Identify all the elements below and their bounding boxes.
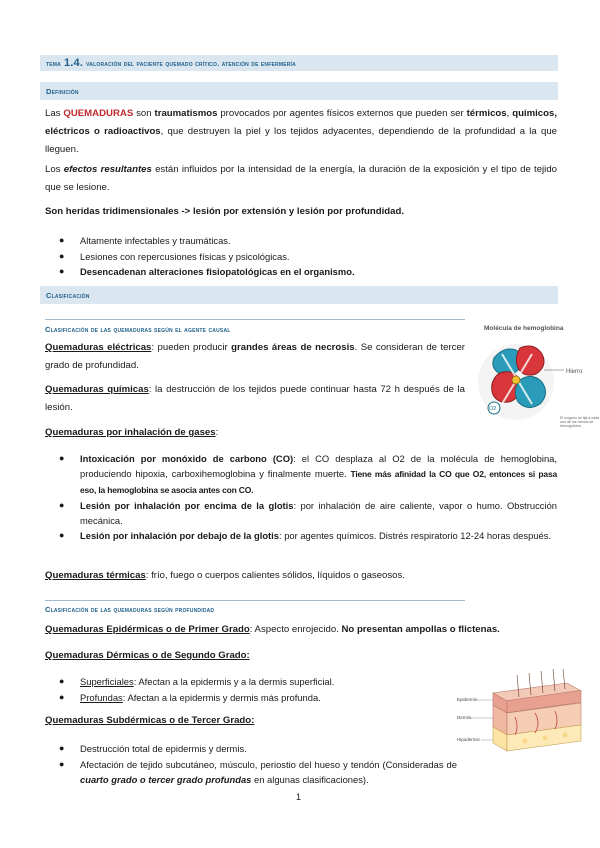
quimicas-title: Quemaduras químicas [45,384,149,395]
epidermicas-paragraph [45,621,557,639]
skin-layers-illustration [455,665,585,755]
text: están influidos por la intensidad de la energía, la duración de la exposición y el tipo de tejido que se lesione. [45,164,557,193]
quimicos-term: químicos, eléctricos o radioactivos [45,108,557,137]
bullet-icon: ● [59,500,65,510]
list-item [59,233,552,248]
text: : Afectan a la epidermis y dermis más profunda. [122,692,321,703]
skin-block [493,669,581,751]
quemaduras-term: QUEMADURAS [63,108,134,119]
bullet-icon: ● [59,530,65,540]
definicion-paragraph-3: Son heridas tridimensionales -> lesión por extensión y lesión por profundidad. [45,206,405,217]
text: Afectación de tejido subcutáneo, músculo, periostio del hueso y tendón (Consideradas de [80,759,457,770]
co-title: Intoxicación por monóxido de carbono (CO) [80,453,294,464]
list-item [59,528,557,543]
list-item [59,249,552,264]
text: : [215,427,219,438]
list-item [59,741,457,756]
subheading-agente-causal: Clasificación de las quemaduras según el agente causal [45,325,231,334]
ampollas-note: No presentan ampollas o flictenas. [341,624,500,635]
text: : frío, fuego o cuerpos calientes sólidos, líquidos o gaseosos. [145,570,405,581]
text: provocados por agentes físicos externos que pueden ser [217,108,467,119]
list-item [59,264,552,279]
text: : por agentes químicos. Distrés respiratorio 12-24 horas después. [278,530,551,541]
bullet-icon: ● [59,692,65,702]
traumatismos-term: traumatismos [154,108,218,119]
termicas-paragraph [45,567,557,585]
termicos-term: térmicos [466,108,507,119]
bullet-text: Desencadenan alteraciones fisiopatológicas en el organismo. [80,266,355,277]
electricas-title: Quemaduras eléctricas [45,342,152,353]
text: en algunas clasificaciones). [251,774,369,785]
divider [45,600,465,601]
bullet-icon: ● [59,453,65,463]
o2-label: O2 [489,406,497,412]
figure-title: Molécula de hemoglobina [484,325,564,332]
clasificacion-heading: Clasificación [46,290,90,300]
cuarto-grado-term: cuarto grado o tercer grado profundas [80,774,252,785]
electricas-paragraph [45,339,465,375]
text: : Afectan a la epidermis y a la dermis superficial. [133,676,335,687]
text: : la destrucción de los tejidos puede continuar hasta 72 h después de la lesión. [45,384,466,413]
page-number: 1 [296,792,302,802]
text: Las [45,108,64,119]
necrosis-term: grandes áreas de necrosis [231,342,355,353]
subheading-profundidad: Clasificación de las quemaduras según profundidad [45,605,215,614]
text: . Se consideran de tercer grado de profundidad. [45,342,465,371]
text: : pueden producir [151,342,232,353]
section-header-definicion [40,82,558,100]
epidermicas-title: Quemaduras Epidérmicas o de Primer Grado [45,624,250,635]
tema-word: tema [46,58,61,68]
text: : por inhalación de aire caliente, vapor o humo. Obstrucción mecánica. [80,500,557,526]
efectos-term: efectos resultantes [63,164,152,175]
dermis-label: Dermis [457,715,472,720]
hipodermis-label: Hipodermis [457,737,480,742]
epidermis-label: Epidermis [457,697,478,702]
iron-center [512,376,520,384]
inhalacion-title-text: Quemaduras por inhalación de gases [45,427,216,438]
section-header-tema [40,55,558,71]
superficiales-term: Superficiales [80,676,134,687]
bullet-icon: ● [59,743,65,753]
bullet-text: Lesiones con repercusiones físicas y psicológicas. [80,251,290,262]
hierro-label: Hierro [566,369,583,375]
quimicas-paragraph [45,381,465,417]
tema-number: 1.4. [63,57,84,69]
text: , que destruyen la piel y los tejidos adyacentes, dependiendo de la profundidad a la que lleguen. [45,126,558,155]
dermicas-title-text: Quemaduras Dérmicas o de Segundo Grado: [45,650,250,661]
tema-title: valoración del paciente quemado crítico. atención de enfermería [86,58,296,68]
hemoglobin-molecule-illustration [474,318,600,436]
co-afinidad-note: Tiene más afinidad la CO que O2, entonces si pasa eso, la hemoglobina se asocia antes con CO. [80,469,557,495]
profundas-term: Profundas [80,692,123,703]
list-item [59,757,457,787]
dermicas-title [45,647,557,665]
text: : Aspecto enrojecido. [249,624,342,635]
glotis-encima-title: Lesión por inhalación por encima de la glotis [80,500,294,511]
definicion-paragraph-2 [45,161,557,197]
bullet-text: Destrucción total de epidermis y dermis. [80,743,247,754]
text: : el CO desplaza al O2 de la molécula de hemoglobina, produciendo hipoxia, carboxihemoglobina y finalmente muerte. [80,453,557,479]
termicas-title: Quemaduras térmicas [45,570,146,581]
bullet-icon: ● [59,251,65,261]
list-item [59,451,557,498]
text: Los [45,164,64,175]
list-item [59,498,557,528]
text: son [133,108,155,119]
text: , [506,108,513,119]
section-header-clasificacion [40,286,558,304]
divider [45,319,465,320]
bullet-icon: ● [59,235,65,245]
figure-caption: El oxígeno se fija a cada uno de los hemos de hemoglobina [560,416,600,429]
subdermicas-title-text: Quemaduras Subdérmicas o de Tercer Grado: [45,715,255,726]
definicion-paragraph-1 [45,105,557,159]
bullet-icon: ● [59,676,65,686]
bullet-icon: ● [59,759,65,769]
bullet-icon: ● [59,266,65,276]
glotis-debajo-title: Lesión por inhalación por debajo de la glotis [80,530,279,541]
bullet-text: Altamente infectables y traumáticas. [80,235,231,246]
definicion-heading: Definición [46,86,79,96]
